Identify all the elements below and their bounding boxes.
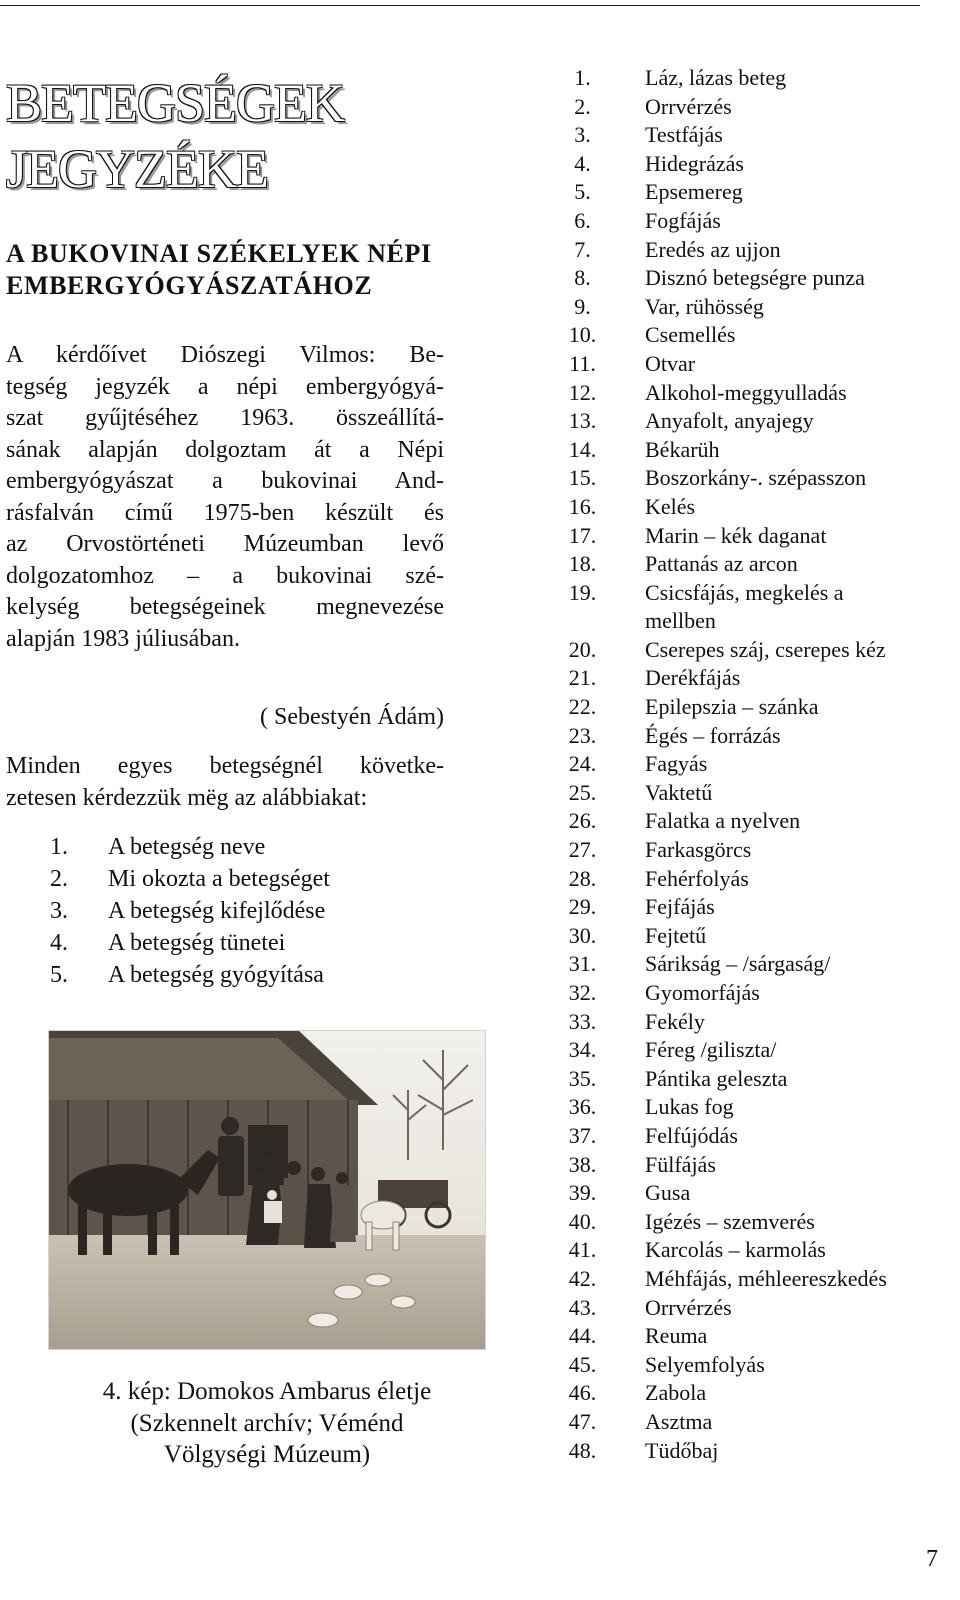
disease-item bbox=[520, 1351, 887, 1380]
disease-number: 38. bbox=[568, 1151, 597, 1177]
disease-number: 35. bbox=[568, 1065, 597, 1091]
disease-name: Hidegrázás bbox=[645, 150, 744, 176]
question-number: 2. bbox=[50, 866, 68, 892]
disease-number: 12. bbox=[568, 379, 597, 405]
disease-name: Orrvérzés bbox=[645, 1294, 732, 1320]
disease-name: Fejfájás bbox=[645, 894, 715, 920]
question-list bbox=[50, 831, 330, 991]
page-number: 7 bbox=[926, 1546, 938, 1572]
top-rule bbox=[0, 5, 920, 6]
disease-item bbox=[520, 207, 887, 236]
question-item bbox=[50, 863, 330, 895]
intro-line: A kérdőívet Diószegi Vilmos: Be- bbox=[6, 342, 444, 368]
page-title bbox=[6, 70, 344, 202]
disease-number: 21. bbox=[568, 665, 597, 691]
disease-item bbox=[520, 1008, 887, 1037]
disease-number: 29. bbox=[568, 894, 597, 920]
disease-item bbox=[520, 1408, 887, 1437]
question-number: 3. bbox=[50, 898, 68, 924]
question-text: A betegség kifejlődése bbox=[108, 898, 326, 924]
question-text: Mi okozta a betegséget bbox=[108, 866, 330, 892]
intro-line: rásfalván című 1975-ben készült és bbox=[6, 499, 444, 526]
disease-item bbox=[520, 750, 887, 779]
disease-name: Csicsfájás, megkelés a bbox=[645, 579, 844, 605]
disease-number: 6. bbox=[574, 207, 591, 233]
question-intro-line: zetesen kérdezzük mëg az alábbiakat: bbox=[6, 784, 368, 811]
disease-name: Égés – forrázás bbox=[645, 722, 781, 748]
disease-name: Karcolás – karmolás bbox=[645, 1237, 826, 1263]
disease-number: 44. bbox=[568, 1323, 597, 1349]
disease-number: 16. bbox=[568, 493, 597, 519]
disease-item bbox=[520, 1036, 887, 1065]
disease-number: 39. bbox=[568, 1180, 597, 1206]
disease-number: 25. bbox=[568, 779, 597, 805]
disease-name: Cserepes száj, cserepes kéz bbox=[645, 636, 886, 662]
intro-line: szat gyűjtéséhez 1963. összeállítá- bbox=[6, 405, 444, 431]
disease-number: 41. bbox=[568, 1237, 597, 1263]
disease-item bbox=[520, 722, 887, 751]
question-text: A betegség gyógyítása bbox=[108, 962, 324, 988]
disease-name: Pattanás az arcon bbox=[645, 551, 798, 577]
disease-name: Fehérfolyás bbox=[645, 865, 749, 891]
disease-item bbox=[520, 607, 887, 636]
disease-name: Gyomorfájás bbox=[645, 980, 760, 1005]
disease-item bbox=[520, 1322, 887, 1351]
disease-item bbox=[520, 1151, 887, 1180]
disease-item bbox=[520, 1379, 887, 1408]
intro-line: alapján 1983 júliusában. bbox=[6, 625, 240, 652]
question-intro bbox=[6, 751, 444, 814]
disease-item bbox=[520, 636, 887, 665]
disease-number: 26. bbox=[568, 808, 597, 834]
disease-name: Reuma bbox=[645, 1323, 708, 1349]
disease-item bbox=[520, 64, 887, 93]
disease-name: Vaktetű bbox=[645, 779, 713, 805]
intro-line: sának alapján dolgoztam át a Népi bbox=[6, 436, 444, 463]
disease-number: 24. bbox=[568, 751, 597, 777]
disease-item bbox=[520, 150, 887, 179]
disease-item bbox=[520, 379, 887, 408]
disease-item bbox=[520, 807, 887, 836]
disease-number: 42. bbox=[568, 1265, 597, 1291]
disease-number: 46. bbox=[568, 1380, 597, 1406]
disease-item bbox=[520, 350, 887, 379]
intro-line: dolgozatomhoz – a bukovinai szé- bbox=[6, 562, 444, 589]
disease-name: Fagyás bbox=[645, 751, 708, 777]
disease-number: 43. bbox=[568, 1294, 597, 1320]
disease-name: Békarüh bbox=[645, 436, 720, 462]
disease-name: Igézés – szemverés bbox=[645, 1208, 815, 1234]
disease-name: Fejtetű bbox=[645, 922, 707, 948]
disease-number: 8. bbox=[574, 265, 591, 291]
disease-number: 13. bbox=[568, 408, 597, 434]
disease-name: Fülfájás bbox=[645, 1151, 716, 1177]
disease-name: Féreg /giliszta/ bbox=[645, 1037, 777, 1063]
disease-item bbox=[520, 236, 887, 265]
disease-number: 11. bbox=[569, 350, 596, 376]
disease-item bbox=[520, 1179, 887, 1208]
disease-number: 37. bbox=[568, 1122, 597, 1148]
disease-name: mellben bbox=[645, 608, 716, 634]
disease-number: 33. bbox=[568, 1008, 597, 1034]
disease-number: 15. bbox=[568, 465, 597, 491]
disease-item bbox=[520, 779, 887, 808]
caption-line: Völgységi Múzeum) bbox=[163, 1441, 371, 1468]
disease-item bbox=[520, 550, 887, 579]
disease-number: 7. bbox=[574, 236, 591, 262]
disease-item bbox=[520, 579, 887, 608]
disease-name: Lukas fog bbox=[645, 1094, 734, 1120]
disease-number: 18. bbox=[568, 551, 597, 577]
disease-item bbox=[520, 1208, 887, 1237]
question-item bbox=[50, 927, 330, 959]
disease-number: 4. bbox=[574, 150, 591, 176]
disease-name: Tüdőbaj bbox=[645, 1437, 719, 1463]
author-signature: ( Sebestyén Ádám) bbox=[260, 704, 444, 730]
question-item bbox=[50, 959, 330, 991]
disease-item bbox=[520, 1294, 887, 1323]
disease-item bbox=[520, 1093, 887, 1122]
disease-list bbox=[520, 64, 887, 1465]
disease-number: 23. bbox=[568, 722, 597, 748]
disease-name: Alkohol-meggyulladás bbox=[645, 379, 847, 405]
disease-number: 31. bbox=[568, 951, 597, 977]
disease-item bbox=[520, 1236, 887, 1265]
disease-number: 48. bbox=[568, 1437, 597, 1463]
disease-item bbox=[520, 1122, 887, 1151]
disease-number: 45. bbox=[568, 1351, 597, 1377]
disease-name: Disznó betegségre punza bbox=[645, 265, 865, 291]
disease-item bbox=[520, 664, 887, 693]
disease-item bbox=[520, 865, 887, 894]
disease-item bbox=[520, 178, 887, 207]
subtitle-line: EMBERGYÓGYÁSZATÁHOZ bbox=[6, 271, 373, 300]
disease-name: Láz, lázas beteg bbox=[645, 65, 787, 90]
disease-name: Testfájás bbox=[645, 122, 723, 148]
disease-number: 17. bbox=[568, 522, 597, 548]
disease-number: 28. bbox=[568, 865, 597, 891]
disease-item bbox=[520, 950, 887, 979]
title-line: BETEGSÉGEK bbox=[6, 73, 344, 133]
disease-name: Csemellés bbox=[645, 322, 736, 348]
intro-line: embergyógyászat a bukovinai And- bbox=[6, 468, 444, 494]
archive-photo bbox=[48, 1030, 486, 1350]
subtitle bbox=[6, 238, 446, 302]
question-number: 4. bbox=[50, 930, 68, 956]
disease-item bbox=[520, 1065, 887, 1094]
disease-number: 32. bbox=[568, 980, 597, 1005]
disease-name: Falatka a nyelven bbox=[645, 808, 801, 834]
disease-name: Pántika geleszta bbox=[645, 1065, 788, 1091]
disease-name: Zabola bbox=[645, 1380, 707, 1406]
disease-name: Asztma bbox=[645, 1408, 713, 1434]
subtitle-line: A BUKOVINAI SZÉKELYEK NÉPI bbox=[6, 239, 432, 268]
disease-item bbox=[520, 693, 887, 722]
disease-item bbox=[520, 321, 887, 350]
disease-name: Fogfájás bbox=[645, 207, 721, 233]
disease-number: 2. bbox=[574, 93, 591, 119]
disease-name: Sárikság – /sárgaság/ bbox=[645, 951, 831, 977]
disease-name: Méhfájás, méhleereszkedés bbox=[645, 1265, 887, 1291]
disease-name: Epilepszia – szánka bbox=[645, 694, 819, 720]
photo-caption bbox=[48, 1376, 486, 1471]
disease-name: Var, rühösség bbox=[645, 293, 764, 319]
intro-line: az Orvostörténeti Múzeumban levő bbox=[6, 531, 444, 557]
disease-name: Marin – kék daganat bbox=[645, 522, 827, 548]
disease-name: Eredés az ujjon bbox=[645, 236, 781, 262]
question-text: A betegség neve bbox=[108, 834, 266, 860]
disease-name: Gusa bbox=[645, 1180, 691, 1206]
question-item bbox=[50, 831, 330, 863]
disease-item bbox=[520, 93, 887, 122]
disease-name: Farkasgörcs bbox=[645, 837, 752, 863]
disease-number: 3. bbox=[574, 122, 591, 148]
disease-name: Boszorkány-. szépasszon bbox=[645, 465, 867, 491]
question-text: A betegség tünetei bbox=[108, 930, 286, 956]
disease-number: 34. bbox=[568, 1037, 597, 1063]
disease-item bbox=[520, 979, 887, 1008]
disease-item bbox=[520, 493, 887, 522]
caption-line: (Szkennelt archív; Véménd bbox=[130, 1409, 404, 1437]
disease-number: 14. bbox=[568, 436, 597, 462]
disease-number: 40. bbox=[568, 1208, 597, 1234]
disease-item bbox=[520, 836, 887, 865]
question-number: 5. bbox=[50, 962, 68, 988]
title-line: JEGYZÉKE bbox=[6, 139, 268, 199]
disease-name: Anyafolt, anyajegy bbox=[645, 408, 814, 434]
intro-line: tegség jegyzék a népi embergyógyá- bbox=[6, 373, 444, 400]
disease-item bbox=[520, 293, 887, 322]
disease-name: Selyemfolyás bbox=[645, 1351, 765, 1377]
disease-name: Fekély bbox=[645, 1008, 705, 1034]
archive-photo-illustration bbox=[48, 1030, 486, 1350]
disease-number: 36. bbox=[568, 1094, 597, 1120]
disease-number: 27. bbox=[568, 837, 597, 863]
disease-item bbox=[520, 922, 887, 951]
intro-line: kelység betegségeinek megnevezése bbox=[6, 594, 444, 620]
disease-number: 9. bbox=[574, 293, 591, 319]
disease-number: 19. bbox=[568, 579, 597, 605]
disease-item bbox=[520, 522, 887, 551]
disease-name: Otvar bbox=[645, 350, 696, 376]
disease-item bbox=[520, 121, 887, 150]
disease-item bbox=[520, 464, 887, 493]
disease-name: Epsemereg bbox=[645, 179, 743, 205]
question-number: 1. bbox=[50, 834, 68, 860]
disease-name: Orrvérzés bbox=[645, 93, 732, 119]
question-item bbox=[50, 895, 330, 927]
disease-name: Kelés bbox=[645, 493, 696, 519]
disease-name: Derékfájás bbox=[645, 665, 741, 691]
disease-item bbox=[520, 1437, 887, 1466]
caption-line: 4. kép: Domokos Ambarus életje bbox=[102, 1378, 432, 1405]
disease-item bbox=[520, 407, 887, 436]
disease-item bbox=[520, 893, 887, 922]
disease-number: 30. bbox=[568, 922, 597, 948]
disease-number: 10. bbox=[568, 322, 597, 348]
intro-paragraph bbox=[6, 340, 444, 655]
disease-item bbox=[520, 436, 887, 465]
disease-item bbox=[520, 1265, 887, 1294]
disease-number: 22. bbox=[568, 694, 597, 720]
disease-number: 47. bbox=[568, 1408, 597, 1434]
disease-number: 5. bbox=[574, 179, 591, 205]
disease-number: 20. bbox=[568, 636, 597, 662]
disease-number: 1. bbox=[574, 65, 591, 90]
disease-item bbox=[520, 264, 887, 293]
disease-name: Felfújódás bbox=[645, 1122, 738, 1148]
question-intro-line: Minden egyes betegségnél követke- bbox=[6, 753, 444, 779]
